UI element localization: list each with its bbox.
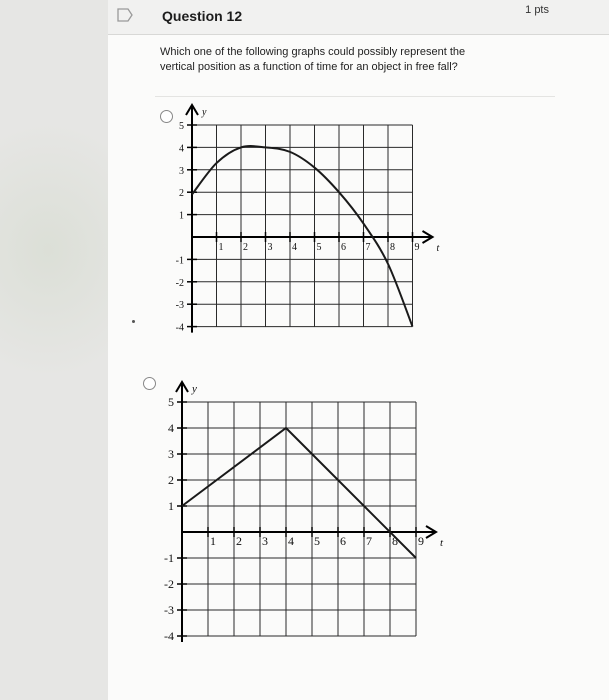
x-tick-label: 5 <box>316 242 322 253</box>
y-tick-label: -3 <box>175 300 184 312</box>
question-title: Question 12 <box>162 8 243 24</box>
y-tick-label: -3 <box>164 603 174 617</box>
x-tick-label: 3 <box>262 534 268 548</box>
x-tick-label: 2 <box>243 242 248 253</box>
x-tick-label: 7 <box>366 534 372 548</box>
divider <box>155 96 555 97</box>
x-axis-label: t <box>440 537 444 549</box>
x-tick-label: 3 <box>267 242 273 253</box>
x-tick-label: 7 <box>365 242 371 253</box>
y-axis-label: y <box>202 107 207 118</box>
x-tick-label: 6 <box>340 534 346 548</box>
y-tick-label: -4 <box>164 629 174 643</box>
x-tick-label: 1 <box>210 534 216 548</box>
stray-dot <box>132 320 135 323</box>
question-text-line-1: Which one of the following graphs could possibly represent the <box>160 46 466 58</box>
data-curve <box>182 428 416 558</box>
y-tick-label: 4 <box>179 143 184 155</box>
y-tick-label: 5 <box>179 121 184 132</box>
y-tick-label: 2 <box>168 473 174 487</box>
x-tick-label: 6 <box>341 242 346 253</box>
x-tick-label: 1 <box>218 242 224 253</box>
y-tick-label: 5 <box>168 395 174 409</box>
x-tick-label: 5 <box>314 534 320 548</box>
y-tick-label: 1 <box>179 210 184 222</box>
y-tick-label: -4 <box>175 322 184 334</box>
y-tick-label: 2 <box>179 188 184 200</box>
x-tick-label: 8 <box>390 242 395 253</box>
x-tick-label: 4 <box>292 242 297 253</box>
x-axis-label: t <box>436 243 440 254</box>
flag-question-icon[interactable] <box>116 8 136 22</box>
y-tick-label: 4 <box>168 421 174 435</box>
y-tick-label: 1 <box>168 499 174 513</box>
y-tick-label: -2 <box>175 277 184 289</box>
y-tick-label: 3 <box>179 165 184 177</box>
y-tick-label: -2 <box>164 577 174 591</box>
answer-option-2-graph[interactable] <box>135 372 465 672</box>
x-tick-label: 9 <box>418 534 424 548</box>
x-tick-label: 4 <box>288 534 294 548</box>
y-tick-label: 3 <box>168 447 174 461</box>
y-tick-label: -1 <box>175 255 184 267</box>
y-axis-label: y <box>192 383 197 395</box>
y-tick-label: -1 <box>164 551 174 565</box>
x-tick-label: 2 <box>236 534 242 548</box>
question-text <box>160 45 540 75</box>
x-tick-label: 9 <box>414 242 420 253</box>
question-text-line-2: vertical position as a function of time for an object in free fall? <box>160 61 458 73</box>
question-points: 1 pts <box>525 4 549 16</box>
x-tick-label: 8 <box>392 534 398 548</box>
answer-option-1-graph[interactable] <box>150 100 450 360</box>
